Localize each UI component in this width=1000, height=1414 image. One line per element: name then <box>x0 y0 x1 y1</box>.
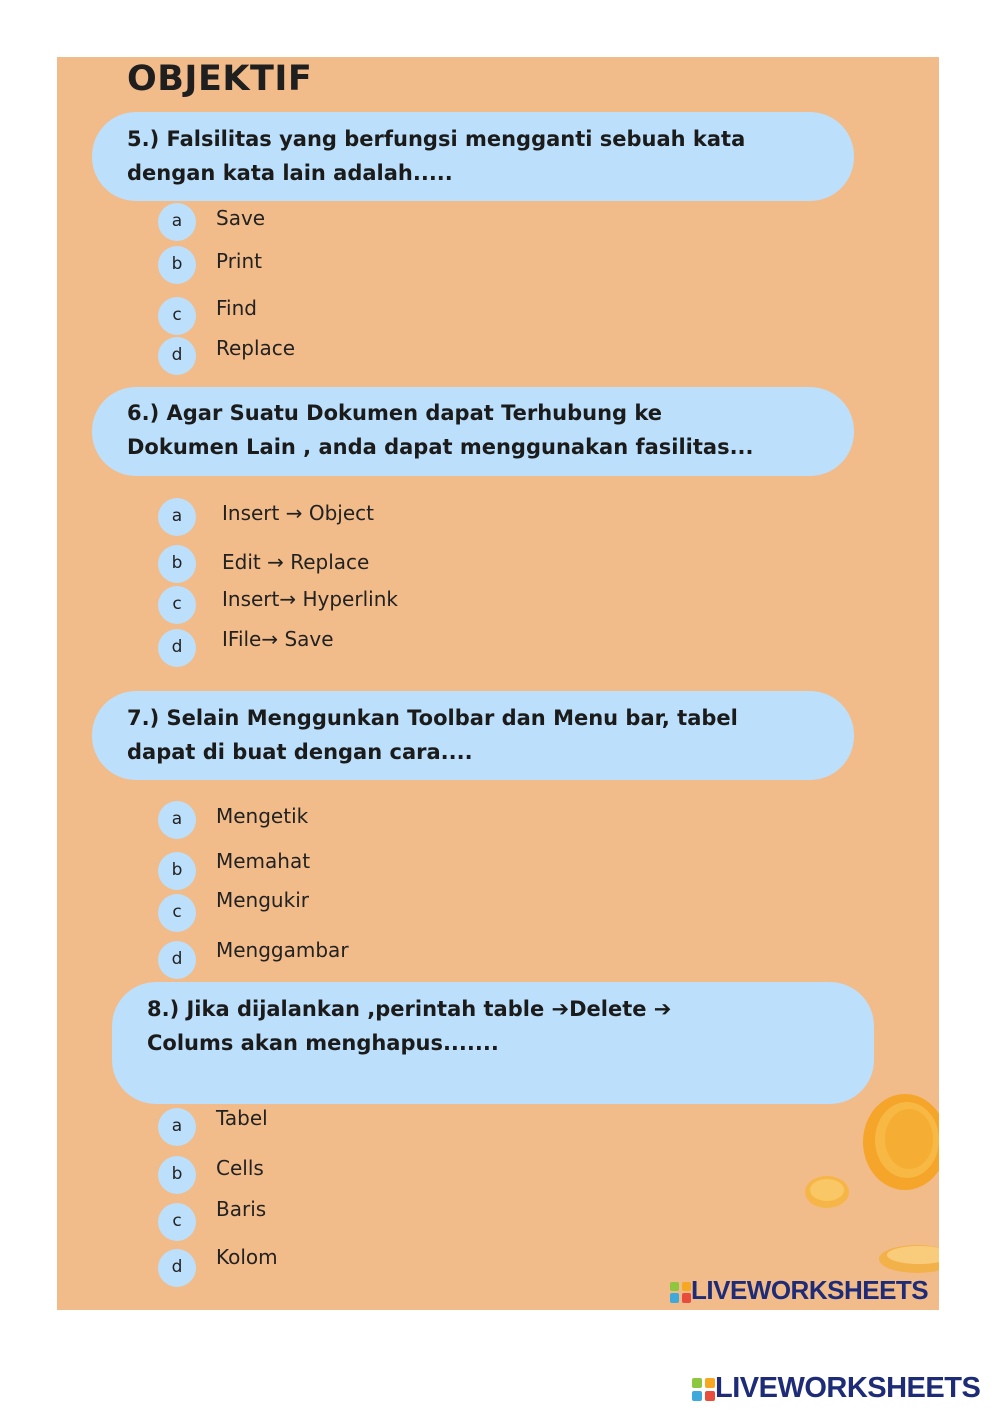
question-line: Colums akan menghapus....... <box>147 1031 499 1055</box>
question-7-text <box>127 701 738 769</box>
option-label: Mengetik <box>216 804 309 828</box>
option-letter: a <box>158 1108 196 1146</box>
question-6-text <box>127 396 754 464</box>
option-label: Kolom <box>216 1245 278 1269</box>
option-label: Baris <box>216 1197 267 1221</box>
option-label: Insert→ Hyperlink <box>222 587 398 611</box>
question-line: 6.) Agar Suatu Dokumen dapat Terhubung ke <box>127 401 663 425</box>
question-line: dengan kata lain adalah..... <box>127 161 453 185</box>
option-letter: d <box>158 629 196 667</box>
option-letter: d <box>158 1249 196 1287</box>
option-letter: c <box>158 1203 196 1241</box>
question-5-text <box>127 122 745 190</box>
option-label: Print <box>216 249 263 273</box>
option-label: Tabel <box>216 1106 268 1130</box>
option-letter: c <box>158 894 196 932</box>
option-letter: c <box>158 586 196 624</box>
option-letter: d <box>158 337 196 375</box>
option-label: Save <box>216 206 266 230</box>
option-label: Find <box>216 296 257 320</box>
question-line: dapat di buat dengan cara.... <box>127 740 473 764</box>
option-label: IFile→ Save <box>222 627 334 651</box>
page-title: OBJEKTIF <box>127 59 313 99</box>
option-letter: d <box>158 941 196 979</box>
question-line: Dokumen Lain , anda dapat menggunakan fasilitas... <box>127 435 754 459</box>
option-letter: b <box>158 852 196 890</box>
option-label: Insert → Object <box>222 501 374 525</box>
liveworksheets-logo-footer[interactable] <box>692 1372 980 1405</box>
coin-flat-icon <box>877 1237 939 1277</box>
option-letter: a <box>158 203 196 241</box>
option-label: Replace <box>216 336 296 360</box>
option-letter: a <box>158 498 196 536</box>
question-line: 8.) Jika dijalankan ,perintah table ➔Delete ➔ <box>147 997 672 1021</box>
question-8-text <box>147 992 671 1060</box>
option-label: Cells <box>216 1156 264 1180</box>
option-label: Mengukir <box>216 888 309 912</box>
coin-small-icon <box>802 1172 852 1212</box>
logo-text: LIVEWORKSHEETS <box>715 1372 981 1404</box>
option-letter: b <box>158 246 196 284</box>
logo-text: LIVEWORKSHEETS <box>691 1275 929 1305</box>
option-letter: c <box>158 297 196 335</box>
option-label: Menggambar <box>216 938 349 962</box>
option-letter: b <box>158 1156 196 1194</box>
logo-mark-icon <box>670 1282 691 1303</box>
coin-large-icon <box>857 1087 939 1197</box>
option-label: Memahat <box>216 849 311 873</box>
option-letter: b <box>158 545 196 583</box>
worksheet-page <box>57 57 939 1310</box>
option-label: Edit → Replace <box>222 550 370 574</box>
option-letter: a <box>158 801 196 839</box>
logo-mark-icon <box>692 1378 715 1401</box>
question-line: 5.) Falsilitas yang berfungsi mengganti sebuah kata <box>127 127 746 151</box>
question-line: 7.) Selain Menggunkan Toolbar dan Menu bar, tabel <box>127 706 738 730</box>
liveworksheets-logo-inner <box>670 1275 928 1306</box>
